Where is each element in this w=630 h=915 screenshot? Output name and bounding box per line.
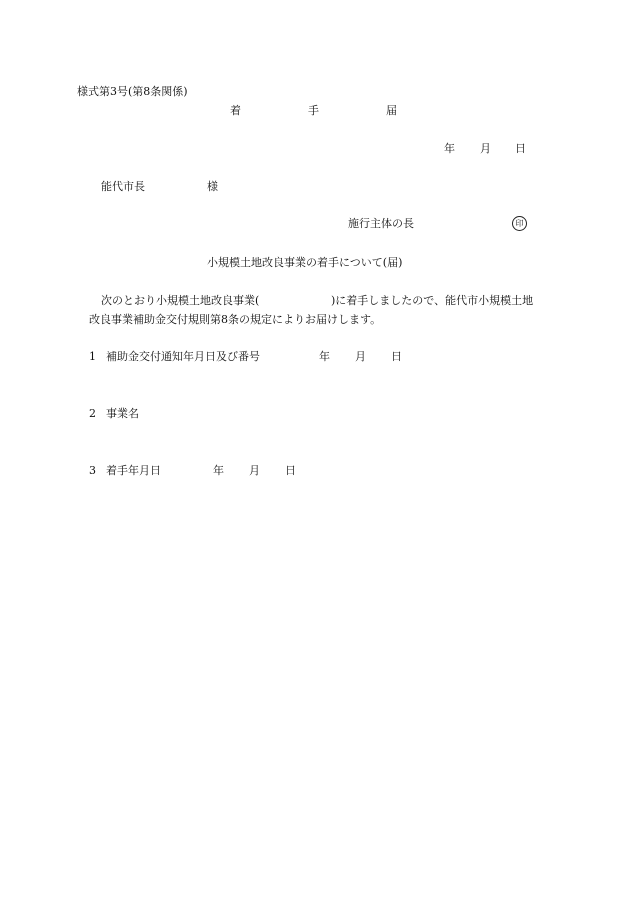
addressee-name: 能代市長 xyxy=(101,180,145,193)
item-year: 年 xyxy=(319,350,330,363)
item-month: 月 xyxy=(249,464,260,477)
date-month: 月 xyxy=(480,142,491,155)
item-day: 日 xyxy=(285,464,296,477)
body-line-2: 改良事業補助金交付規則第8条の規定によりお届けします。 xyxy=(89,313,382,326)
item-day: 日 xyxy=(391,350,402,363)
body-line-1b: )に着手しましたので、能代市小規模土地 xyxy=(331,294,534,307)
title-char-1: 着 xyxy=(230,104,241,117)
item-number: 3 xyxy=(89,464,96,477)
addressee-honorific: 様 xyxy=(207,180,218,193)
date-day: 日 xyxy=(515,142,526,155)
title-char-3: 届 xyxy=(386,104,397,117)
item-year: 年 xyxy=(213,464,224,477)
body-line-1a: 次のとおり小規模土地改良事業( xyxy=(101,294,260,307)
item-label: 事業名 xyxy=(106,407,139,420)
item-month: 月 xyxy=(355,350,366,363)
item-label: 着手年月日 xyxy=(106,464,161,477)
item-label: 補助金交付通知年月日及び番号 xyxy=(106,350,260,363)
applicant-label: 施行主体の長 xyxy=(348,217,414,230)
date-year: 年 xyxy=(444,142,455,155)
seal-mark: 印 xyxy=(512,216,527,231)
form-id: 様式第3号(第8条関係) xyxy=(77,85,188,98)
subject-line: 小規模土地改良事業の着手について(届) xyxy=(207,256,403,269)
item-number: 1 xyxy=(89,350,96,363)
item-number: 2 xyxy=(89,407,96,420)
title-char-2: 手 xyxy=(308,104,319,117)
